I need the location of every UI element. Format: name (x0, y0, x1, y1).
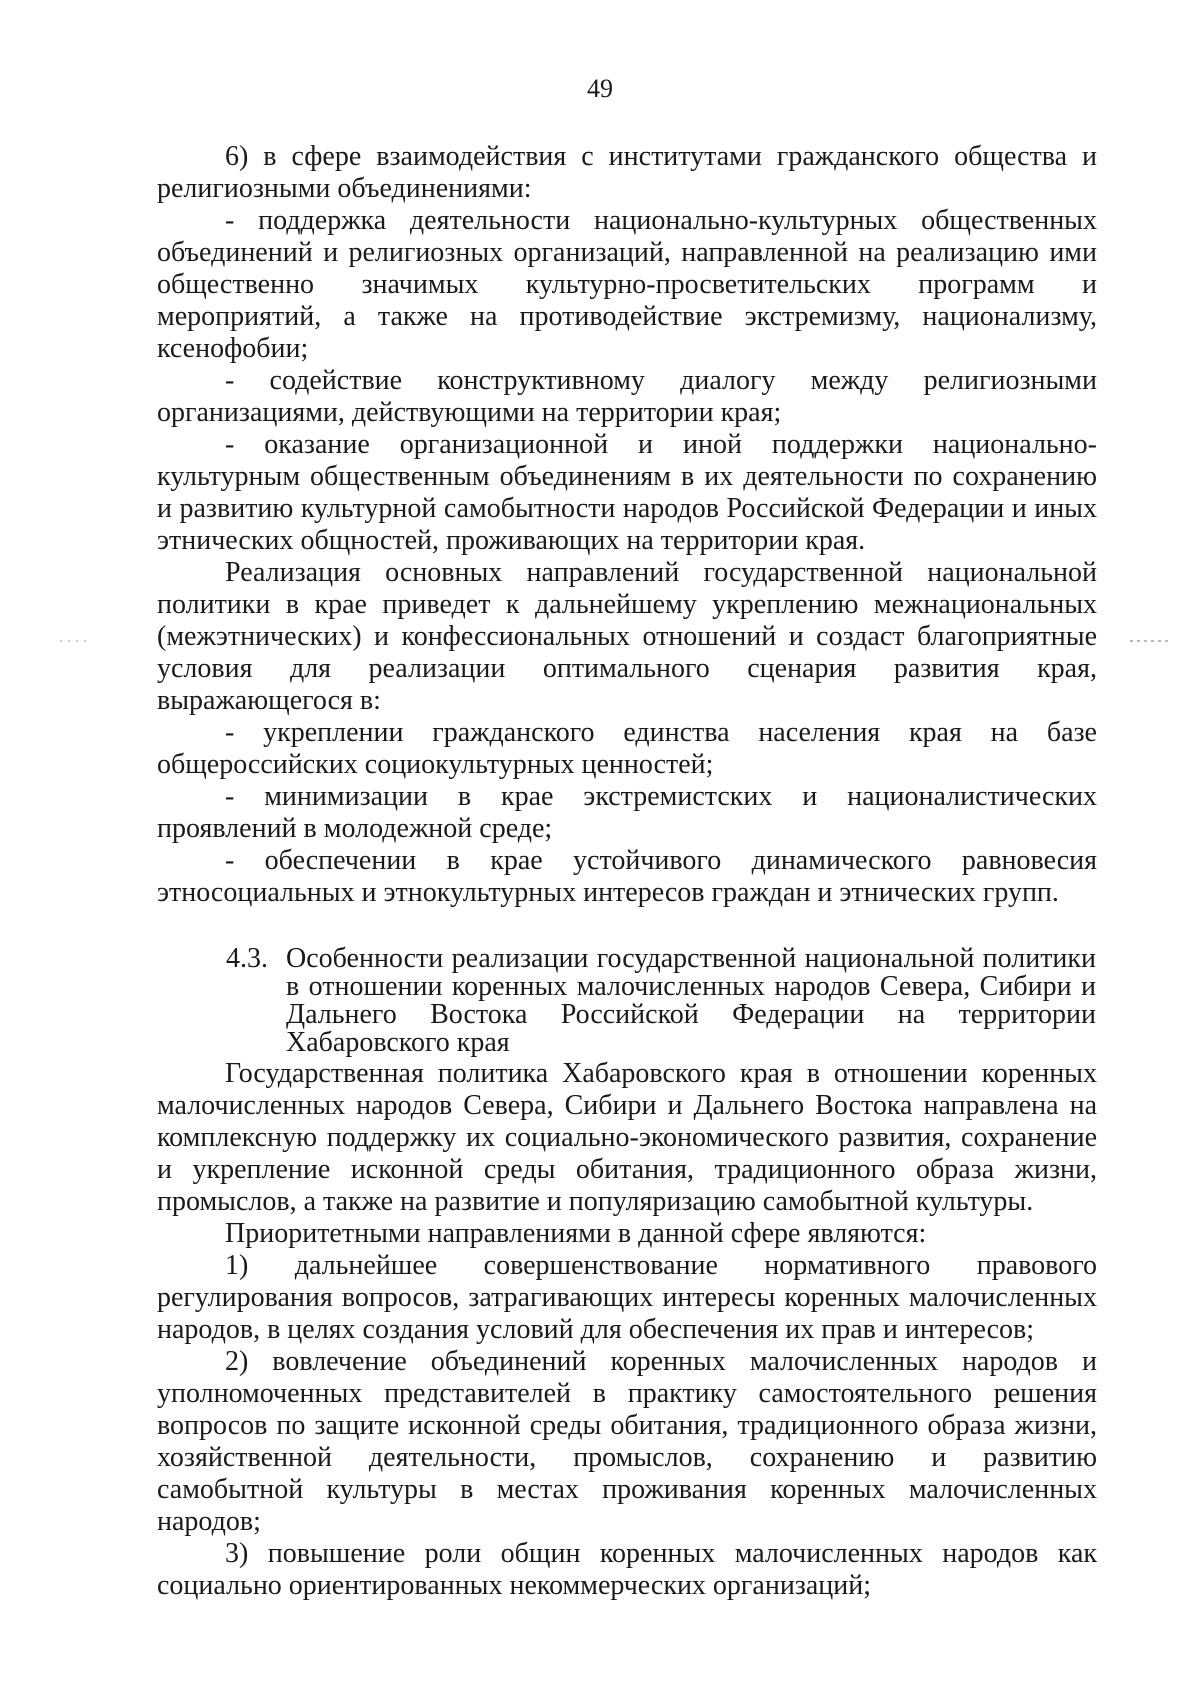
list-item: - поддержка деятельности национально-культурных общественных объединений и религиозных организаций, направленной на реализацию ими общественно значимых культурно-просветительских программ и мероприятий, а также на противодействие экстремизму, национализму, ксенофобии; (157, 205, 1097, 364)
list-item: - минимизации в крае экстремистских и националистических проявлений в молодежной среде; (157, 781, 1097, 844)
body-text-top (157, 141, 1097, 909)
list-item: - обеспечении в крае устойчивого динамического равновесия этносоциальных и этнокультурных интересов граждан и этнических групп. (157, 845, 1097, 908)
list-item: - укреплении гражданского единства населения края на базе общероссийских социокультурных ценностей; (157, 717, 1097, 780)
list-item: - содействие конструктивному диалогу между религиозными организациями, действующими на территории края; (157, 365, 1097, 428)
list-item: - оказание организационной и иной поддержки национально-культурным общественным объединениям в их деятельности по сохранению и развитию культурной самобытности народов Российской Федерации и иных этнических общностей, проживающих на территории края. (157, 429, 1097, 556)
body-text-bottom (157, 1058, 1097, 1602)
paragraph: Реализация основных направлений государственной национальной политики в крае приведет к дальнейшему укреплению межнациональных (межэтнических) и конфессиональных отношений и создаст благоприятные условия для реализации оптимального сценария развития края, выражающегося в: (157, 557, 1097, 716)
list-item: 1) дальнейшее совершенствование нормативного правового регулирования вопросов, затрагивающих интересы коренных малочисленных народов, в целях создания условий для обеспечения их прав и интересов; (157, 1250, 1097, 1345)
section-heading (226, 945, 1096, 1057)
section-number: 4.3. (226, 943, 268, 974)
paragraph: Приоритетными направлениями в данной сфере являются: (225, 1218, 927, 1249)
paragraph: Государственная политика Хабаровского края в отношении коренных малочисленных народов Севера, Сибири и Дальнего Востока направлена на комплексную поддержку их социально-экономического развития, сохранение и укрепление исконной среды обитания, традиционного образа жизни, промыслов, а также на развитие и популяризацию самобытной культуры. (157, 1058, 1097, 1217)
page-number: 49 (587, 74, 613, 103)
scan-artifact-left (60, 640, 90, 642)
scan-artifact-right (1130, 640, 1170, 642)
paragraph: 6) в сфере взаимодействия с институтами гражданского общества и религиозными объединениями: (157, 141, 1097, 204)
list-item: 2) вовлечение объединений коренных малочисленных народов и уполномоченных представителей в практику самостоятельного решения вопросов по защите исконной среды обитания, традиционного образа жизни, хозяйственной деятельности, промыслов, сохранению и развитию самобытной культуры в местах проживания коренных малочисленных народов; (157, 1346, 1097, 1537)
list-item: 3) повышение роли общин коренных малочисленных народов как социально ориентированных некоммерческих организаций; (157, 1538, 1097, 1601)
section-title: Особенности реализации государственной национальной политики в отношении коренных малочисленных народов Севера, Сибири и Дальнего Востока Российской Федерации на территории Хабаровского края (286, 943, 1096, 1058)
